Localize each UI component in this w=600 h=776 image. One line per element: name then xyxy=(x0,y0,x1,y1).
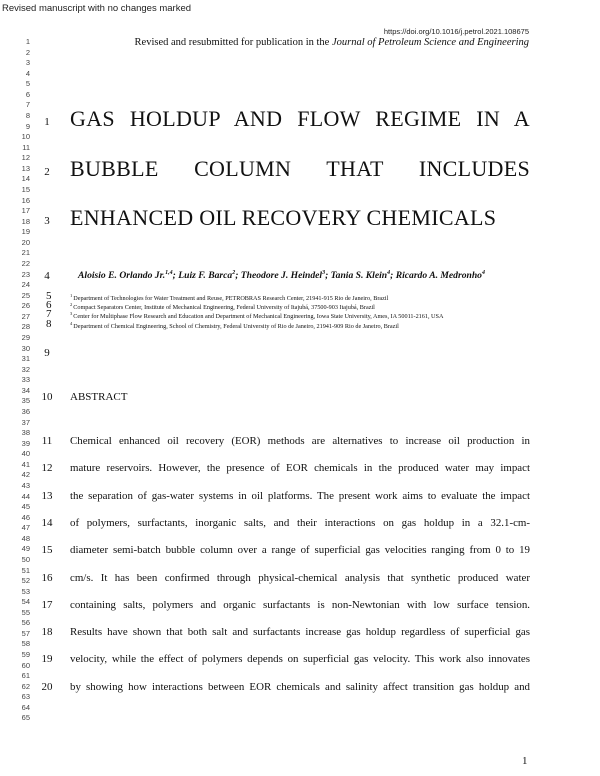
margin-line-number: 1 xyxy=(25,37,30,46)
margin-line-number: 62 xyxy=(21,681,30,691)
author-affiliation-sup: 1,4 xyxy=(165,270,173,276)
margin-line-number: 42 xyxy=(21,470,30,480)
line-number: 17 xyxy=(41,598,53,611)
line-number: 15 xyxy=(41,544,53,557)
margin-line-number: 60 xyxy=(21,660,30,670)
margin-line-number: 47 xyxy=(21,523,30,533)
margin-line-number: 38 xyxy=(21,428,30,438)
margin-line-number: 15 xyxy=(21,184,30,194)
margin-line-number: 18 xyxy=(21,216,30,226)
margin-line-number: 14 xyxy=(21,174,30,184)
margin-line-number: 54 xyxy=(21,597,30,607)
author-affiliation-sup: 2 xyxy=(232,270,236,276)
margin-line-number: 41 xyxy=(21,459,30,469)
margin-line-number: 57 xyxy=(21,628,30,638)
margin-line-number: 37 xyxy=(21,417,30,427)
margin-line-number: 17 xyxy=(21,206,30,216)
affiliation-line xyxy=(70,293,388,302)
margin-line-number: 59 xyxy=(21,650,30,660)
author-affiliation-sup: 3 xyxy=(322,270,326,276)
journal-line xyxy=(135,37,529,48)
page-number: 1 xyxy=(522,755,528,767)
journal-prefix: Revised and resubmitted for publication in the xyxy=(134,37,332,48)
abstract-heading: ABSTRACT xyxy=(70,391,128,403)
affiliation-sup: 3 xyxy=(70,311,73,317)
affiliation-text: Center for Multiphase Flow Research and Education and Department of Mechanical Engineering, Iowa State University, Ames, IA 50011-2161, USA xyxy=(73,313,444,321)
line-number: 3 xyxy=(44,215,50,227)
line-number: 10 xyxy=(41,391,53,403)
journal-name: Journal of Petroleum Science and Engineering xyxy=(331,37,529,48)
abstract-line: mature reservoirs. However, the presence of EOR chemicals in the produced water may impact xyxy=(70,462,530,475)
title-line-1: GAS HOLDUP AND FLOW REGIME IN A xyxy=(70,106,530,131)
margin-line-number: 51 xyxy=(21,565,30,575)
margin-line-number: 2 xyxy=(25,47,30,57)
affiliation-line xyxy=(70,302,375,311)
author-name: Tania S. Klein xyxy=(330,270,388,282)
abstract-line: of polymers, surfactants, inorganic salts, and their interactions on gas holdup in a 32.1-cm- xyxy=(70,516,530,529)
margin-line-number: 4 xyxy=(25,68,30,78)
margin-line-number: 58 xyxy=(21,639,30,649)
affiliation-sup: 4 xyxy=(70,320,73,326)
margin-line-number: 30 xyxy=(21,343,30,353)
affiliation-text: Compact Separators Center, Institute of Mechanical Engineering, Federal University of Itajubá, 37500-903 Itajubá, Brazil xyxy=(73,304,375,312)
line-number: 20 xyxy=(41,680,53,693)
line-number: 8 xyxy=(46,317,52,330)
margin-line-number: 7 xyxy=(25,100,30,110)
line-number: 14 xyxy=(41,516,53,529)
margin-line-number: 28 xyxy=(21,322,30,332)
margin-line-number: 55 xyxy=(21,607,30,617)
margin-line-number: 35 xyxy=(21,396,30,406)
margin-line-number: 22 xyxy=(21,258,30,268)
line-number: 18 xyxy=(41,626,53,639)
affiliation-sup: 1 xyxy=(70,293,73,298)
abstract-line: Results have shown that both salt and surfactants increase gas holdup regardless of superficial gas xyxy=(70,626,530,639)
abstract-line: cm/s. It has been confirmed through physical-chemical analysis that synthetic produced water xyxy=(70,571,530,584)
margin-line-number: 23 xyxy=(21,269,30,279)
margin-line-number: 16 xyxy=(21,195,30,205)
margin-line-number: 24 xyxy=(21,280,30,290)
margin-line-number: 40 xyxy=(21,449,30,459)
margin-line-number: 33 xyxy=(21,375,30,385)
author-name: Luiz F. Barca xyxy=(178,270,233,282)
margin-line-number: 25 xyxy=(21,290,30,300)
title-line-2: BUBBLE COLUMN THAT INCLUDES xyxy=(70,156,530,181)
margin-line-number: 65 xyxy=(21,713,30,723)
margin-line-number: 45 xyxy=(21,502,30,512)
line-number: 9 xyxy=(44,347,50,359)
doi-link[interactable]: https://doi.org/10.1016/j.petrol.2021.108675 xyxy=(383,27,529,36)
margin-line-number: 10 xyxy=(21,132,30,142)
margin-line-number: 5 xyxy=(25,79,30,89)
abstract-line: diameter semi-batch bubble column over a range of superficial gas velocities ranging from 0 to 19 xyxy=(70,544,530,557)
margin-line-number: 43 xyxy=(21,480,30,490)
affiliation-line xyxy=(70,311,443,320)
margin-line-number: 31 xyxy=(21,354,30,364)
margin-line-number: 21 xyxy=(21,248,30,258)
line-number: 12 xyxy=(41,462,53,475)
margin-line-number: 29 xyxy=(21,332,30,342)
author-name: Theodore J. Heindel xyxy=(240,270,323,282)
author-name: Aloisio E. Orlando Jr. xyxy=(78,270,166,282)
margin-line-number: 32 xyxy=(21,364,30,374)
line-number: 16 xyxy=(41,571,53,584)
abstract-line: by showing how interactions between EOR chemicals and salinity affect transition gas holdup and xyxy=(70,680,530,693)
affiliation-sup: 2 xyxy=(70,302,73,308)
line-number: 1 xyxy=(44,116,50,128)
abstract-line: the separation of gas-water systems in oil platforms. The present work aims to evaluate the impact xyxy=(70,489,530,502)
margin-line-number: 53 xyxy=(21,586,30,596)
margin-line-number: 3 xyxy=(25,58,30,68)
margin-line-number: 46 xyxy=(21,512,30,522)
margin-line-number: 49 xyxy=(21,544,30,554)
margin-line-number: 44 xyxy=(21,491,30,501)
line-number: 6 xyxy=(46,299,52,312)
margin-line-number: 8 xyxy=(25,110,30,120)
line-number: 7 xyxy=(46,308,52,321)
title-line-3: ENHANCED OIL RECOVERY CHEMICALS xyxy=(70,205,497,230)
margin-line-number: 9 xyxy=(25,121,30,131)
abstract-line: velocity, while the effect of polymers depends on superficial gas velocity. This work also innovates xyxy=(70,653,530,666)
author-affiliation-sup: 4 xyxy=(481,270,485,276)
abstract-line: Chemical enhanced oil recovery (EOR) methods are alternatives to increase oil production in xyxy=(70,435,530,447)
affiliation-text: Department of Chemical Engineering, School of Chemistry, Federal University of Rio de Janeiro, 21941-909 Rio de Janeiro, Brazil xyxy=(73,322,399,330)
line-number: 4 xyxy=(44,270,50,282)
margin-line-number: 12 xyxy=(21,153,30,163)
line-number: 5 xyxy=(46,290,52,302)
margin-line-number: 63 xyxy=(21,692,30,702)
author-affiliation-sup: 4 xyxy=(387,270,391,276)
margin-line-number: 6 xyxy=(25,89,30,99)
margin-line-number: 52 xyxy=(21,576,30,586)
author-name: Ricardo A. Medronho xyxy=(395,270,482,282)
margin-line-number: 26 xyxy=(21,301,30,311)
margin-line-number: 64 xyxy=(21,702,30,712)
margin-line-number: 27 xyxy=(21,311,30,321)
line-number: 13 xyxy=(41,489,53,502)
margin-line-number: 20 xyxy=(21,237,30,247)
affiliation-text: Department of Technologies for Water Treatment and Reuse, PETROBRAS Research Center, 21941-915 Rio de Janeiro, Brazil xyxy=(73,295,389,303)
margin-line-number: 34 xyxy=(21,385,30,395)
margin-line-number: 50 xyxy=(21,554,30,564)
author-list: Aloisio E. Orlando Jr.$^{1,4}$; Luiz F. Barca$^2$; Theodore J. Heindel$^3$; Tania S. Klein$^4$; Ricardo A. Medronho$^4$ xyxy=(78,270,485,282)
margin-line-number: 13 xyxy=(21,163,30,173)
watermark-text: Revised manuscript with no changes marked xyxy=(2,3,192,14)
line-number: 2 xyxy=(44,166,50,178)
margin-line-number: 39 xyxy=(21,438,30,448)
margin-line-number: 19 xyxy=(21,227,30,237)
line-number: 11 xyxy=(41,435,53,447)
affiliation-line xyxy=(70,321,399,330)
margin-line-number: 48 xyxy=(21,533,30,543)
line-number: 19 xyxy=(41,653,53,666)
margin-line-number: 11 xyxy=(22,142,30,152)
margin-line-number: 56 xyxy=(21,618,30,628)
margin-line-number: 61 xyxy=(21,671,30,681)
abstract-line: containing salts, polymers and organic surfactants is non-Newtonian with low surface tension. xyxy=(70,598,530,611)
margin-line-number: 36 xyxy=(21,406,30,416)
